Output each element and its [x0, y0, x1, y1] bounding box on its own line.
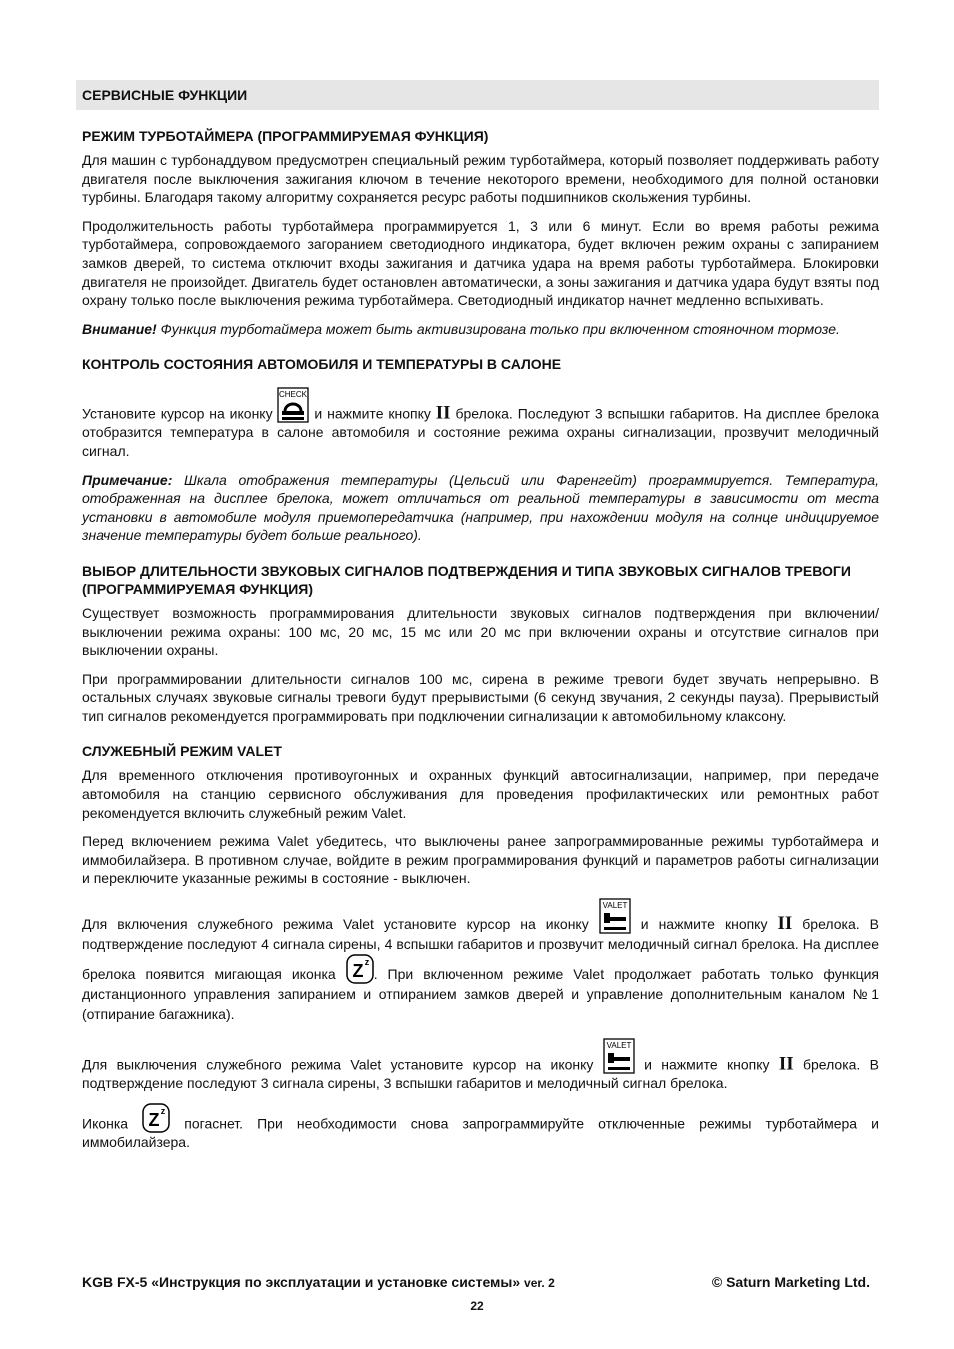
text-fragment: и нажмите кнопку: [634, 1056, 779, 1073]
footer: [82, 1274, 870, 1290]
turbo-heading: РЕЖИМ ТУРБОТАЙМЕРА (ПРОГРАММИРУЕМАЯ ФУНКЦИЯ): [82, 128, 489, 144]
turbo-paragraph-1: Для машин с турбонаддувом предусмотрен специальный режим турботаймера, который позволяет поддерживать работу двигателя после выключения зажигания ключом в течение некоторого времени, необходимого для полной остановки турбины. Благодаря такому алгоритму сохраняется ресурс работы подшипников скольжения турбины.: [82, 152, 879, 206]
svg-text:Z: Z: [148, 1109, 160, 1130]
status-paragraph: [82, 387, 879, 460]
valet-icon-label: VALET: [602, 901, 628, 911]
note-lead: Примечание:: [82, 471, 173, 488]
text-fragment: и нажмите кнопку: [309, 405, 436, 422]
valet-final-paragraph: [82, 1103, 879, 1152]
svg-text:z: z: [364, 957, 369, 968]
valet-paragraph-2: Перед включением режима Valet убедитесь, что выключены ранее запрограммированные режимы турботаймера и иммобилайзера. В противном случае, войдите в режим программирования функций и параметров работы сигнализации и переключите указанные режимы в состояние - выключен.: [82, 833, 879, 887]
turbo-paragraph-2: Продолжительность работы турботаймера программируется 1, 3 или 6 минут. Если во время работы режима турботаймера, сопровождаемого загоранием светодиодного индикатора, будет включен режим охраны с запиранием замков дверей, то система отключит входы зажигания и датчика удара на время работы турботаймера. Блокировки двигателя не произойдет. Двигатель будет остановлен автоматически, а зоны зажигания и датчика удара будут взяты под охрану только после выключения режима турботаймера. Светодиодный индикатор начнет медленно вспыхивать.: [82, 217, 879, 309]
svg-text:z: z: [160, 1105, 166, 1116]
valet-icon: [603, 1038, 635, 1074]
footer-title: KGB FX-5 «Инструкция по эксплуатации и установке системы»: [82, 1274, 521, 1290]
check-icon-label: CHECK: [279, 390, 308, 400]
valet-paragraph-1: Для временного отключения противоугонных и охранных функций автосигнализации, например, при передаче автомобиля на станцию сервисного обслуживания для проведения профилактических или ремонтных работ рекомендуется включить служебный режим Valet.: [82, 767, 879, 821]
button-ii-label: II: [435, 402, 451, 424]
text-fragment: брелока. В подтверждение последуют 4 сигнала сирены, 4 вспышки габаритов и прозвучит мелодичный сигнал брелока. На дисплее брелока появится мигающая иконка: [82, 916, 879, 983]
text-fragment: брелока. В подтверждение последуют 3 сигнала сирены, 3 вспышки габаритов и мелодичный сигнал брелока.: [82, 1056, 879, 1092]
turbo-note: [82, 320, 879, 339]
button-ii-label: II: [778, 1053, 794, 1075]
note-text: Функция турботаймера может быть активизирована только при включенном стояночном тормозе.: [156, 320, 840, 337]
section-title: СЕРВИСНЫЕ ФУНКЦИИ: [76, 80, 879, 110]
text-fragment: Иконка: [82, 1115, 143, 1132]
valet-heading: СЛУЖЕБНЫЙ РЕЖИМ VALET: [82, 743, 282, 760]
footer-version: ver. 2: [524, 1276, 555, 1290]
button-ii-label: II: [777, 913, 793, 935]
sound-paragraph-2: При программировании длительности сигналов 100 мс, сирена в режиме тревоги будет звучать непрерывно. В остальных случаях звуковые сигналы тревоги будут прерывистыми (6 секунд звучания, 2 секунды пауза). Прерывистый тип сигналов рекомендуется программировать при подключении сигнализации к автомобильному клаксону.: [82, 670, 879, 724]
text-fragment: Для выключения служебного режима Valet установите курсор на иконку: [82, 1056, 603, 1073]
sound-paragraph-1: Существует возможность программирования длительности звуковых сигналов подтверждения при включении/выключении режима охраны: 100 мс, 20 мс, 15 мс или 20 мс при включении охраны и отсутствие сигналов при выключении охраны.: [82, 604, 879, 659]
status-note: [82, 471, 879, 545]
note-text: Шкала отображения температуры (Цельсий или Фаренгейт) программируется. Температура, отображенная на дисплее брелока, может отличаться от реальной температуры в зависимости от места установки в автомобиле модуля приемопередатчика (например, при нахождении модуля на солнце индицируемое значение температуры будет больше реального).: [82, 471, 879, 544]
valet-off-paragraph: [82, 1038, 879, 1093]
valet-icon-label: VALET: [606, 1041, 632, 1051]
text-fragment: Установите курсор на иконку: [82, 405, 278, 422]
text-fragment: и нажмите кнопку: [630, 916, 778, 933]
valet-on-paragraph: [82, 898, 879, 1024]
text-fragment: погаснет. При необходимости снова запрограммируйте отключенные режимы турботаймера и иммобилайзера.: [82, 1115, 879, 1150]
sound-heading: ВЫБОР ДЛИТЕЛЬНОСТИ ЗВУКОВЫХ СИГНАЛОВ ПОДТВЕРЖДЕНИЯ И ТИПА ЗВУКОВЫХ СИГНАЛОВ ТРЕВОГИ (ПРОГРАММИРУЕМАЯ ФУНКЦИЯ): [82, 562, 851, 597]
footer-copyright: © Saturn Marketing Ltd.: [711, 1274, 870, 1290]
check-icon: [277, 387, 309, 423]
svg-text:Z: Z: [352, 961, 364, 982]
page-number: 22: [470, 1299, 484, 1313]
text-fragment: . При включенном режиме Valet продолжает работать только функция дистанционного управления запиранием и отпиранием замков дверей и управление дополнительным каналом №1 (отпирание багажника).: [82, 966, 879, 1023]
valet-icon: [599, 898, 631, 934]
sleep-z-icon: [142, 1103, 170, 1133]
sleep-z-icon: [346, 954, 374, 984]
page-content: [82, 80, 879, 1161]
status-heading: КОНТРОЛЬ СОСТОЯНИЯ АВТОМОБИЛЯ И ТЕМПЕРАТУРЫ В САЛОНЕ: [82, 356, 562, 373]
text-fragment: брелока. Последуют 3 вспышки габаритов. На дисплее брелока отобразится температура в салоне автомобиля и состояние режима охраны сигнализации, прозвучит мелодичный сигнал.: [82, 405, 879, 459]
text-fragment: Для включения служебного режима Valet установите курсор на иконку: [82, 916, 599, 933]
note-lead: Внимание!: [82, 320, 157, 337]
